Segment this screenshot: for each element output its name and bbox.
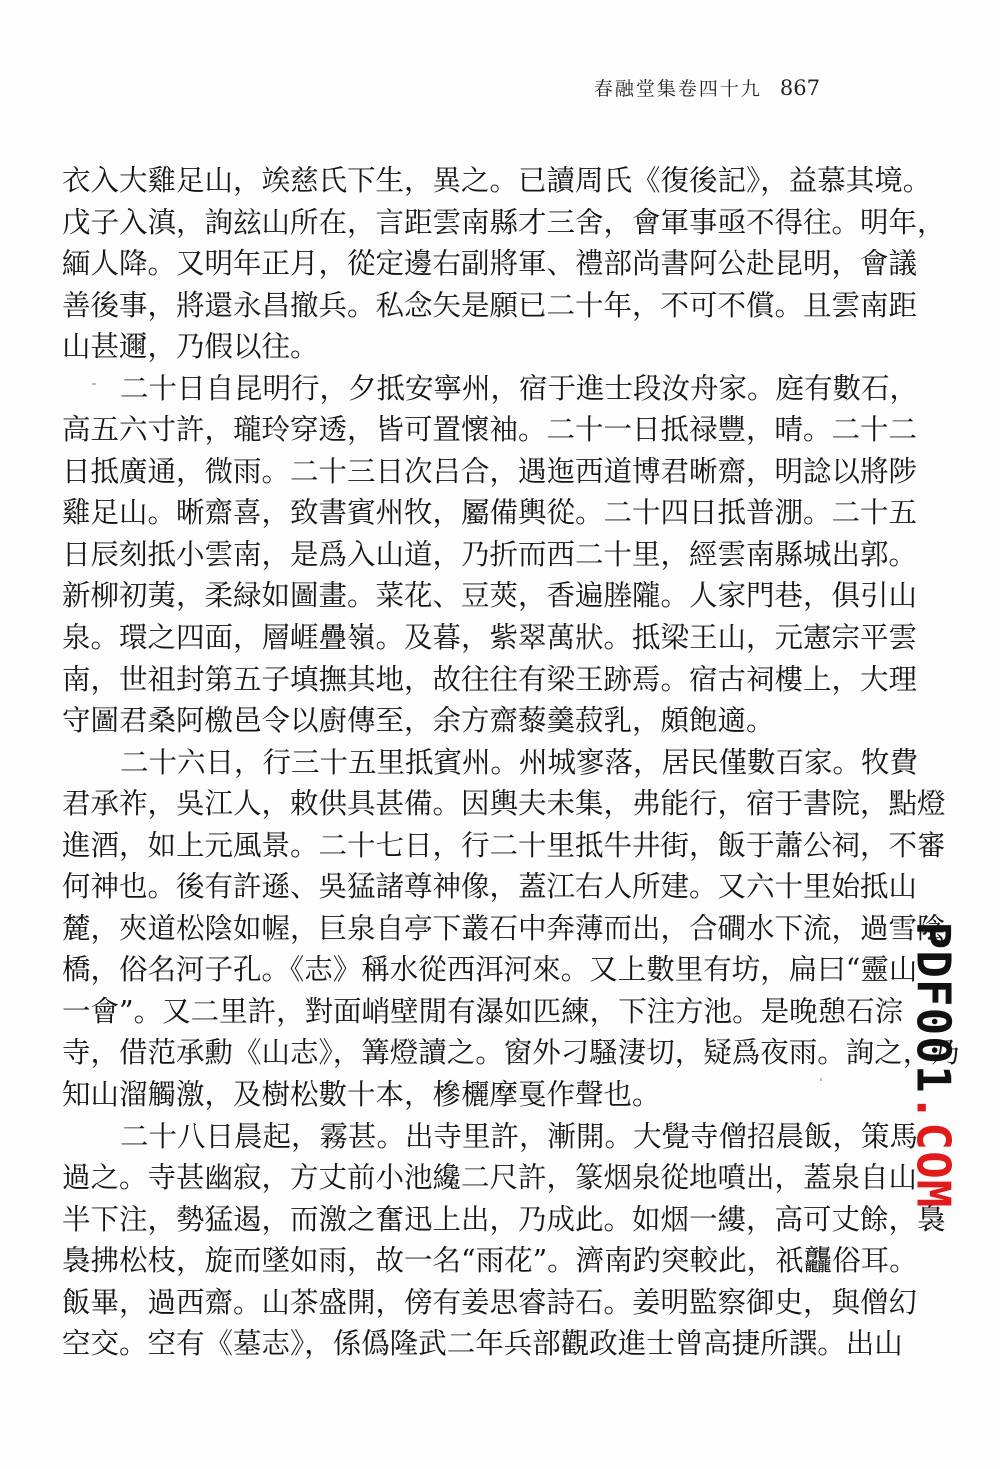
page-number: 867 — [779, 76, 820, 100]
text-line: 南，世祖封第五子填撫其地，故往往有梁王跡焉。宿古祠樓上，大理 — [62, 662, 918, 696]
text-line: 日辰刻抵小雲南，是爲入山道，乃折而西二十里，經雲南縣城出郭。 — [62, 537, 918, 571]
text-line: 山甚邇，乃假以往。 — [62, 330, 319, 364]
text-line: 寺，借范承勳《山志》，篝燈讀之。窗外刁騷淒切，疑爲夜雨。詢之，乃 — [62, 1036, 960, 1070]
text-line: 一會”。又二里許，對面峭壁閒有瀑如匹練，下注方池。是晚憩石淙 — [62, 994, 904, 1028]
scan-speck — [92, 383, 96, 385]
text-line: 新柳初荑，柔緑如圖畫。菜花、豆莢，香遍塍隴。人家門巷，俱引山 — [62, 579, 918, 613]
text-line: 進酒，如上元風景。二十七日，行二十里抵牛井街，飯于蕭公祠，不審 — [62, 828, 946, 862]
text-line: 君承祚，吳江人，敕供具甚備。因輿夫未集，弗能行，宿于書院，點燈 — [62, 787, 946, 821]
text-line: 過之。寺甚幽寂，方丈前小池纔二尺許，篆烟泉從地噴出，蓋泉自山 — [62, 1161, 918, 1195]
text-line: 善後事，將還永昌撤兵。私念矢是願已二十年，不可不償。且雲南距 — [62, 288, 918, 322]
text-line: 日抵廣通，微雨。二十三日次吕合，遇迤西道博君晰齋，明諗以將陟 — [62, 454, 918, 488]
text-line: 衣入大雞足山，竢慈氏下生，異之。已讀周氏《復後記》，益慕其境。 — [62, 164, 932, 197]
text-line: 二十日自昆明行，夕抵安寧州，宿于進士段汝舟家。庭有數石， — [120, 371, 919, 405]
book-title: 春融堂集卷四十九 — [593, 78, 762, 100]
text-line: 高五六寸許，瓏玲穿透，皆可置懷袖。二十一日抵禄豐，晴。二十二 — [62, 413, 918, 447]
text-line: 裊拂松枝，旋而墜如雨，故一名“雨花”。濟南趵突較此，祇龘俗耳。 — [62, 1244, 918, 1278]
text-line: 空交。空有《墓志》，係僞隆武二年兵部觀政進士曾高捷所譔。出山 — [62, 1327, 903, 1361]
text-line: 戊子入滇，詢玆山所在，言距雲南縣才三舍，會軍事亟不得往。明年， — [62, 205, 946, 239]
running-header — [560, 74, 820, 101]
text-line: 何神也。後有許遜、吳猛諸尊神像，蓋江右人所建。又六十里始抵山 — [62, 870, 918, 904]
watermark-text-main: PDF001 — [906, 921, 961, 1094]
text-line: 麓，夾道松陰如幄，巨泉自亭下叢石中奔薄而出，合磵水下流，過雪陰 — [62, 911, 946, 945]
text-line: 知山溜觸激，及樹松數十本，槮欐摩戛作聲也。 — [62, 1078, 661, 1112]
text-line: 半下注，勢猛遏，而激之奮迅上出，乃成此。如烟一縷，高可丈餘，裊 — [62, 1202, 946, 1236]
text-line: 緬人降。又明年正月，從定邊右副將軍、禮部尚書阿公赴昆明，會議 — [62, 247, 918, 281]
scan-speck — [820, 1078, 822, 1081]
text-line: 飯畢，過西齋。山茶盛開，傍有姜思睿詩石。姜明監察御史，與僧幻 — [62, 1285, 918, 1319]
text-line: 泉。環之四面，層崕疊嶺。及暮，紫翠萬狀。抵梁王山，元憲宗平雲 — [62, 621, 918, 655]
text-line: 橋，俗名河子孔。《志》稱水從西洱河來。又上數里有坊，扁曰“靈山 — [62, 953, 918, 987]
watermark-text-accent: .COM — [906, 1093, 961, 1209]
text-line: 守圖君桑阿檄邑令以廚傳至，余方齋藜羹菽乳，頗飽適。 — [62, 704, 775, 738]
watermark — [893, 921, 973, 1209]
text-line: 二十六日，行三十五里抵賓州。州城寥落，居民僅數百家。牧費 — [120, 745, 919, 779]
text-line: 雞足山。晰齋喜，致書賓州牧，屬備輿從。二十四日抵普淜。二十五 — [62, 496, 918, 530]
text-line: 二十八日晨起，霧甚。出寺里許，漸開。大覺寺僧招晨飯，策馬 — [120, 1119, 919, 1153]
